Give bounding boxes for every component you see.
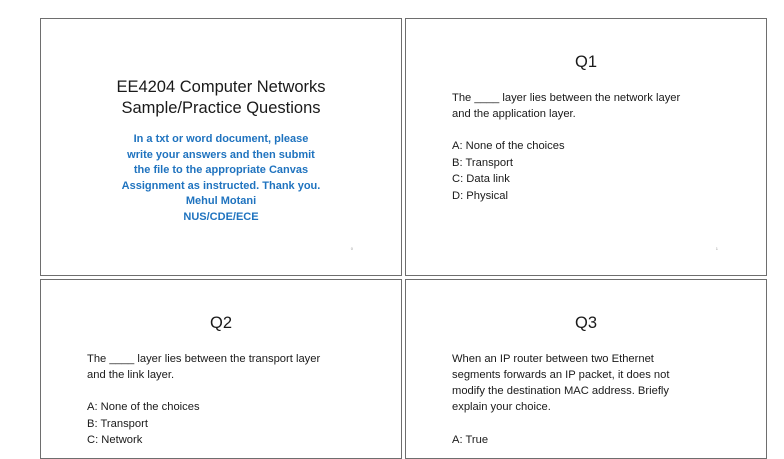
instructions-line: the file to the appropriate Canvas [133,164,309,176]
choice-list [87,399,377,449]
choice-item: B: Transport [87,417,148,430]
choice-list [452,432,742,449]
question-text [452,351,742,415]
question-title: Q2 [209,314,232,332]
deck-title-line: Sample/Practice Questions [121,99,321,117]
slide-q1[interactable] [405,18,767,276]
choice-item: C: Network [87,434,143,446]
slide-page-number: 1 [715,246,718,251]
choice-item: B: Transport [452,156,513,169]
instructions-line: write your answers and then submit [127,148,315,161]
author-affiliation: NUS/CDE/ECE [183,211,259,223]
question-line: modify the destination MAC address. Briefly [452,385,670,397]
question-line: The ____ layer lies between the network layer [452,92,681,104]
instructions-line: In a txt or word document, please [133,133,309,145]
question-title: Q1 [574,53,597,71]
question-line: segments forwards an IP packet, it does not [452,369,670,381]
choice-item: A: True [452,434,489,446]
question-line: and the link layer. [87,369,175,381]
deck-title-line: EE4204 Computer Networks [116,78,326,96]
question-title: Q3 [574,314,597,332]
choice-item: D: Physical [452,189,508,202]
slide-q2[interactable] [40,279,402,459]
instructions-note [41,132,401,194]
question-text [87,351,377,383]
question-text [452,90,742,122]
question-line: explain your choice. [452,401,551,413]
slide-q3[interactable] [405,279,767,459]
choice-item: C: Data link [452,173,510,185]
question-line: and the application layer. [452,108,576,120]
slide-title[interactable] [40,18,402,276]
author-block [41,193,401,225]
question-line: When an IP router between two Ethernet [452,353,654,365]
deck-title [41,77,401,119]
choice-item: A: None of the choices [87,401,200,413]
choice-list [452,138,742,204]
author-name: Mehul Motani [185,195,257,207]
question-line: The ____ layer lies between the transport layer [87,353,321,365]
slide-page-number: 0 [350,246,353,251]
instructions-line: Assignment as instructed. Thank you. [121,179,321,192]
choice-item: A: None of the choices [452,140,565,152]
